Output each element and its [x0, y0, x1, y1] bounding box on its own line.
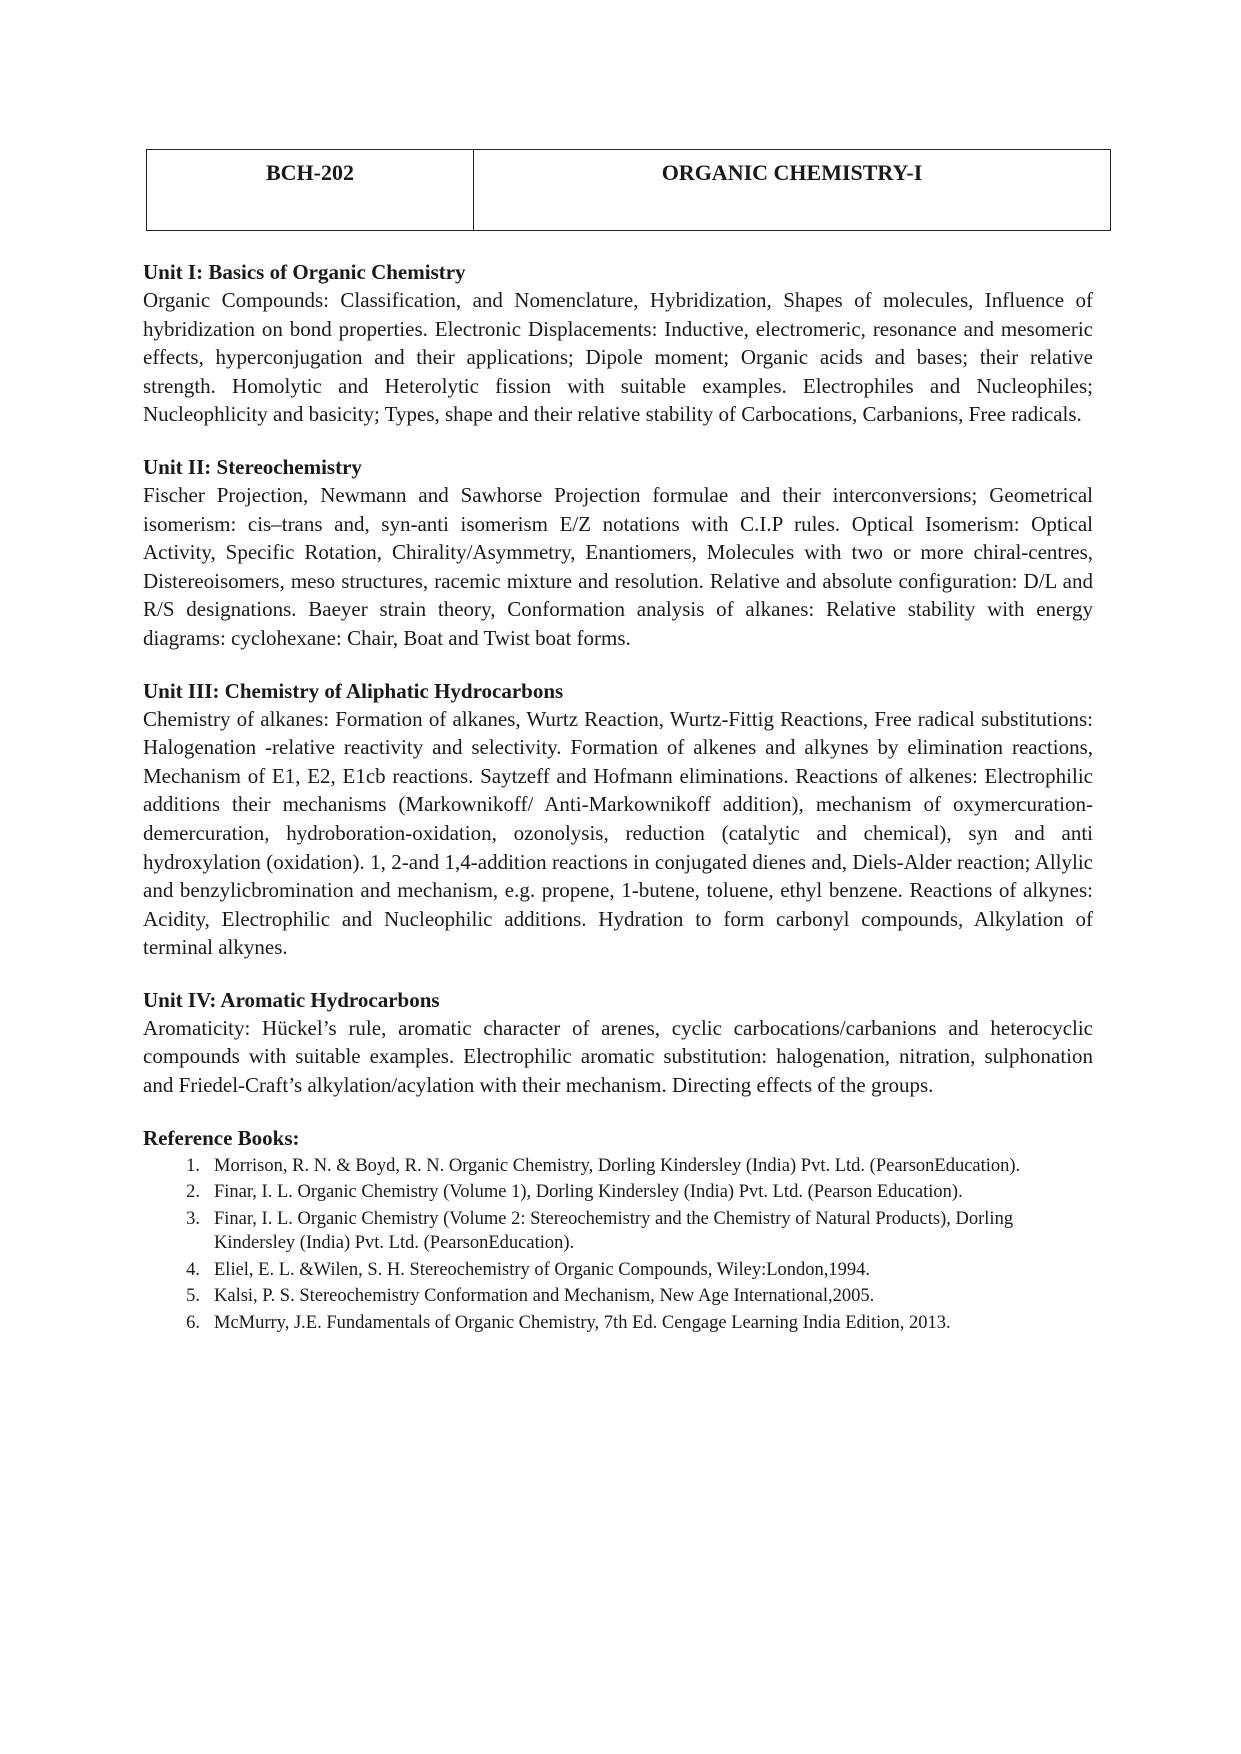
- syllabus-content: [143, 258, 1093, 1337]
- unit-body: Chemistry of alkanes: Formation of alkanes, Wurtz Reaction, Wurtz-Fittig Reactions, Free radical substitutions: Halogenation -relative reactivity and selectivity. Formation of alkenes and alkynes by elimination reactions, Mechanism of E1, E2, E1cb reactions. Saytzeff and Hofmann eliminations. Reactions of alkenes: Electrophilic additions their mechanisms (Markownikoff/ Anti-Markownikoff addition), mechanism of oxymercuration-demercuration, hydroboration-oxidation, ozonolysis, reduction (catalytic and chemical), syn and anti hydroxylation (oxidation). 1, 2-and 1,4-addition reactions in conjugated dienes and, Diels-Alder reaction; Allylic and benzylicbromination and mechanism, e.g. propene, 1-butene, toluene, ethyl benzene. Reactions of alkynes: Acidity, Electrophilic and Nucleophilic additions. Hydration to form carbonyl compounds, Alkylation of terminal alkynes.: [143, 706, 1093, 960]
- reference-item: [143, 1311, 1093, 1336]
- reference-text: McMurry, J.E. Fundamentals of Organic Chemistry, 7th Ed. Cengage Learning India Edition, 2013.: [214, 1312, 951, 1333]
- unit-heading: Unit III: Chemistry of Aliphatic Hydrocarbons: [143, 678, 564, 703]
- reference-text: Finar, I. L. Organic Chemistry (Volume 1), Dorling Kindersley (India) Pvt. Ltd. (Pearson Education).: [214, 1182, 963, 1203]
- unit-body: Fischer Projection, Newmann and Sawhorse Projection formulae and their interconversions; Geometrical isomerism: cis–trans and, syn-anti isomerism E/Z notations with C.I.P rules. Optical Isomerism: Optical Activity, Specific Rotation, Chirality/Asymmetry, Enantiomers, Molecules with two or more chiral-centres, Distereoisomers, meso structures, racemic mixture and resolution. Relative and absolute configuration: D/L and R/S designations. Baeyer strain theory, Conformation analysis of alkanes: Relative stability with energy diagrams: cyclohexane: Chair, Boat and Twist boat forms.: [143, 482, 1093, 650]
- reference-text: Kalsi, P. S. Stereochemistry Conformation and Mechanism, New Age International,2005.: [214, 1286, 875, 1307]
- reference-number: 1.: [186, 1155, 200, 1176]
- course-code: BCH-202: [147, 150, 474, 230]
- reference-books-heading: Reference Books:: [143, 1125, 300, 1150]
- reference-list: [143, 1154, 1093, 1336]
- reference-item: [143, 1207, 1093, 1256]
- course-header-table: [146, 149, 1111, 231]
- reference-books-section: [143, 1124, 1093, 1336]
- reference-number: 5.: [186, 1286, 200, 1307]
- unit-heading: Unit I: Basics of Organic Chemistry: [143, 260, 466, 284]
- unit-3-section: [143, 677, 1093, 962]
- reference-number: 3.: [186, 1208, 200, 1229]
- reference-item: [143, 1154, 1093, 1179]
- course-title: ORGANIC CHEMISTRY-I: [661, 160, 923, 185]
- unit-2-section: [143, 453, 1093, 653]
- unit-4-section: [143, 986, 1093, 1100]
- reference-text: Morrison, R. N. & Boyd, R. N. Organic Chemistry, Dorling Kindersley (India) Pvt. Ltd. (PearsonEducation).: [214, 1155, 1021, 1176]
- reference-number: 6.: [186, 1312, 200, 1333]
- unit-1-section: [143, 258, 1093, 429]
- reference-number: 4.: [186, 1259, 200, 1280]
- unit-body: Organic Compounds: Classification, and Nomenclature, Hybridization, Shapes of molecules, Influence of hybridization on bond properties. Electronic Displacements: Inductive, electromeric, resonance and mesomeric effects, hyperconjugation and their applications; Dipole moment; Organic acids and bases; their relative strength. Homolytic and Heterolytic fission with suitable examples. Electrophiles and Nucleophiles; Nucleophlicity and basicity; Types, shape and their relative stability of Carbocations, Carbanions, Free radicals.: [143, 288, 1093, 427]
- unit-body: Aromaticity: Hückel’s rule, aromatic character of arenes, cyclic carbocations/carbanions and heterocyclic compounds with suitable examples. Electrophilic aromatic substitution: halogenation, nitration, sulphonation and Friedel-Craft’s alkylation/acylation with their mechanism. Directing effects of the groups.: [143, 1015, 1093, 1098]
- unit-heading: Unit II: Stereochemistry: [143, 454, 362, 479]
- unit-heading: Unit IV: Aromatic Hydrocarbons: [143, 987, 440, 1012]
- reference-number: 2.: [186, 1182, 200, 1203]
- reference-text: Finar, I. L. Organic Chemistry (Volume 2: Stereochemistry and the Chemistry of Natural Products), Dorling Kindersley (India) Pvt. Ltd. (PearsonEducation).: [214, 1208, 1014, 1254]
- reference-item: [143, 1258, 1093, 1283]
- reference-text: Eliel, E. L. &Wilen, S. H. Stereochemistry of Organic Compounds, Wiley:London,1994.: [214, 1259, 871, 1280]
- reference-item: [143, 1180, 1093, 1205]
- reference-item: [143, 1284, 1093, 1309]
